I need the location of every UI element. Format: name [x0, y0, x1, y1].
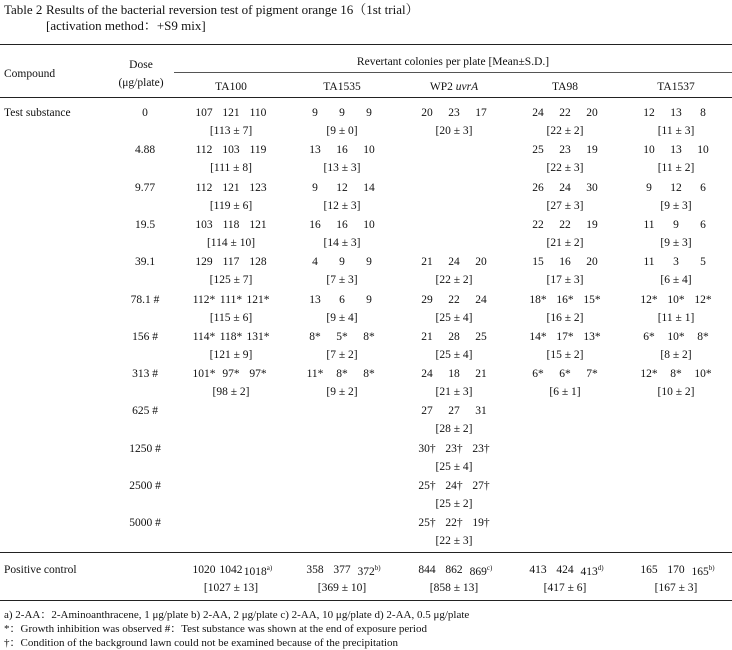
cell-ta98-count-2: 22 — [559, 218, 571, 231]
cell-ta98-count-3: 19 — [586, 218, 598, 231]
header-dose-unit: (μg/plate) — [118, 77, 164, 89]
cell-ta1537-count-1: 9 — [646, 181, 652, 194]
cell-ta100-mean: [115 ± 6] — [209, 311, 253, 324]
cell-ta98-count-1: 18* — [529, 293, 547, 306]
cell-wp2uvra-count-1: 21 — [421, 256, 433, 269]
cell-ta100-count-3: 110 — [249, 107, 267, 119]
positive-ta98-footnote-mark: d) — [597, 564, 604, 572]
positive-ta1535-count-2: 377 — [333, 564, 351, 576]
cell-ta98-count-1: 14* — [529, 330, 547, 343]
cell-ta98-count-2: 22 — [559, 107, 571, 119]
cell-wp2uvra-count-2: 27 — [448, 405, 460, 418]
cell-wp2uvra-count-1: 20 — [421, 107, 433, 119]
cell-ta100-count-1: 114* — [192, 330, 216, 343]
cell-wp2uvra-count-1: 25† — [418, 517, 436, 530]
cell-ta100-count-3: 128 — [249, 256, 267, 269]
cell-ta98-count-2: 23 — [559, 144, 571, 157]
cell-wp2uvra-count-2: 22† — [445, 517, 463, 530]
footnote-dagger: †：Condition of the background lawn could not be examined because of the precipitation — [4, 637, 399, 649]
cell-wp2uvra-mean: [25 ± 2] — [435, 498, 473, 510]
cell-ta98-mean: [6 ± 1] — [549, 386, 581, 399]
cell-ta100-mean: [111 ± 8] — [210, 162, 252, 175]
dose-cell: 2500 # — [129, 480, 161, 492]
cell-ta1535-count-1: 13 — [309, 293, 321, 306]
cell-ta100-count-1: 101* — [192, 368, 216, 381]
cell-ta100-mean: [114 ± 10] — [206, 236, 256, 249]
cell-ta1535-count-1: 9 — [312, 181, 318, 194]
cell-wp2uvra-count-3: 27† — [472, 480, 490, 492]
positive-ta100-mean: [1027 ± 13] — [203, 582, 259, 594]
table-number: Table 2 — [4, 2, 43, 17]
cell-wp2uvra-count-1: 21 — [421, 330, 433, 343]
cell-ta1535-count-3: 8* — [363, 368, 375, 381]
cell-ta1537-count-3: 8* — [697, 330, 709, 343]
cell-ta1535-count-1: 13 — [309, 144, 321, 157]
cell-ta1535-count-2: 16 — [336, 144, 348, 157]
cell-ta1537-count-2: 9 — [673, 218, 679, 231]
cell-ta1537-count-2: 10* — [667, 293, 685, 306]
cell-ta100-count-1: 103 — [195, 218, 213, 231]
cell-wp2uvra-count-3: 31 — [475, 405, 487, 418]
cell-ta1535-count-2: 12 — [336, 181, 348, 194]
cell-ta1537-count-2: 8* — [670, 368, 682, 381]
cell-wp2uvra-count-3: 19† — [472, 517, 490, 530]
cell-ta1535-count-1: 4 — [312, 256, 318, 269]
cell-ta98-count-2: 24 — [559, 181, 571, 194]
cell-ta1537-count-2: 10* — [667, 330, 685, 343]
cell-ta100-count-2: 121 — [222, 181, 240, 194]
cell-wp2uvra-count-1: 30† — [418, 442, 436, 455]
cell-wp2uvra-count-1: 29 — [421, 293, 433, 306]
cell-ta1535-count-3: 14 — [363, 181, 375, 194]
cell-ta98-count-3: 30 — [586, 181, 598, 194]
cell-ta100-count-2: 118* — [219, 330, 243, 343]
cell-wp2uvra-mean: [25 ± 4] — [435, 460, 473, 473]
cell-wp2uvra-mean: [25 ± 4] — [435, 348, 473, 361]
cell-ta1537-count-2: 13 — [670, 144, 682, 157]
cell-ta1537-mean: [11 ± 3] — [657, 125, 695, 137]
group-label-positive-control: Positive control — [4, 564, 77, 576]
cell-ta98-mean: [22 ± 2] — [546, 125, 584, 137]
cell-ta1537-count-1: 12* — [640, 368, 658, 381]
table-subtitle: [activation method：+S9 mix] — [46, 18, 206, 33]
cell-ta98-count-2: 16 — [559, 256, 571, 269]
cell-ta1537-count-3: 8 — [700, 107, 706, 119]
cell-ta1537-count-2: 12 — [670, 181, 682, 194]
cell-ta1537-mean: [9 ± 3] — [660, 236, 692, 249]
cell-ta100-count-2: 117 — [222, 256, 240, 269]
cell-ta100-mean: [113 ± 7] — [209, 125, 253, 137]
cell-ta1535-count-1: 11* — [306, 368, 324, 381]
cell-wp2uvra-count-3: 23† — [472, 442, 490, 455]
dose-cell: 5000 # — [129, 517, 161, 530]
cell-ta1535-count-3: 9 — [366, 107, 372, 119]
cell-ta100-count-1: 112* — [192, 293, 216, 306]
cell-wp2uvra-count-2: 24† — [445, 480, 463, 492]
cell-ta98-mean: [15 ± 2] — [546, 348, 584, 361]
cell-wp2uvra-count-1: 27 — [421, 405, 433, 418]
group-label-test-substance: Test substance — [4, 107, 71, 119]
dose-cell: 625 # — [132, 405, 158, 418]
cell-ta100-count-2: 97* — [222, 368, 240, 381]
cell-ta1537-count-2: 3 — [673, 256, 679, 269]
cell-ta1537-count-1: 12* — [640, 293, 658, 306]
positive-wp2uvra-count-3: 869$^{c)}$ — [469, 564, 493, 578]
cell-ta98-count-1: 24 — [532, 107, 544, 119]
cell-ta100-count-3: 97* — [249, 368, 267, 381]
cell-ta100-mean: [98 ± 2] — [212, 386, 250, 399]
cell-wp2uvra-count-2: 24 — [448, 256, 460, 269]
dose-cell: 9.77 — [134, 181, 156, 194]
cell-ta1535-mean: [9 ± 2] — [326, 386, 358, 399]
cell-wp2uvra-mean: [20 ± 3] — [435, 125, 473, 137]
cell-ta98-count-2: 17* — [556, 330, 574, 343]
dose-cell: 4.88 — [134, 144, 156, 157]
dose-cell: 0 — [142, 107, 148, 119]
cell-ta1535-mean: [12 ± 3] — [323, 199, 361, 212]
cell-ta98-count-1: 26 — [532, 181, 544, 194]
positive-ta100-count-3: 1018$^{a)}$ — [243, 564, 273, 578]
cell-ta1535-count-3: 9 — [366, 293, 372, 306]
cell-wp2uvra-mean: [25 ± 4] — [435, 311, 473, 324]
cell-ta1537-count-3: 6 — [700, 218, 706, 231]
cell-ta98-mean: [22 ± 3] — [546, 162, 584, 175]
header-compound: Compound — [4, 68, 56, 80]
cell-ta1535-count-1: 16 — [309, 218, 321, 231]
positive-wp2uvra-footnote-mark: c) — [486, 564, 493, 572]
cell-ta100-count-2: 121 — [222, 107, 240, 119]
cell-ta1537-count-1: 11 — [643, 256, 655, 269]
cell-ta1537-count-1: 12 — [643, 107, 655, 119]
cell-ta1535-mean: [7 ± 3] — [326, 274, 358, 287]
positive-ta98-count-3: 413$^{d)}$ — [580, 564, 604, 578]
cell-wp2uvra-count-2: 23† — [445, 442, 463, 455]
cell-wp2uvra-mean: [21 ± 3] — [435, 386, 473, 399]
cell-ta1535-count-1: 8* — [309, 330, 321, 343]
cell-ta100-count-2: 103 — [222, 144, 240, 157]
cell-ta98-count-1: 15 — [532, 256, 544, 269]
header-strain-ta98: TA98 — [552, 81, 578, 93]
header-strain-ta100: TA100 — [215, 81, 247, 93]
cell-ta100-count-3: 121* — [246, 293, 270, 306]
cell-wp2uvra-count-2: 28 — [448, 330, 460, 343]
header-strain-wp2uvra: WP2 uvrA — [429, 81, 479, 93]
header-strain-ta1537: TA1537 — [657, 81, 695, 93]
cell-ta1535-mean: [7 ± 2] — [326, 348, 358, 361]
dose-cell: 156 # — [132, 330, 158, 343]
cell-ta100-mean: [125 ± 7] — [209, 274, 253, 287]
cell-ta98-count-3: 20 — [586, 107, 598, 119]
cell-wp2uvra-count-3: 24 — [475, 293, 487, 306]
cell-wp2uvra-mean: [22 ± 3] — [435, 535, 473, 548]
cell-ta1537-count-3: 6 — [700, 181, 706, 194]
dose-cell: 39.1 — [134, 256, 156, 269]
positive-ta98-count-1: 413 — [529, 564, 547, 576]
cell-ta100-count-1: 112 — [195, 144, 213, 157]
positive-ta100-count-2: 1042 — [219, 564, 243, 576]
positive-ta1537-count-1: 165 — [640, 564, 658, 576]
cell-ta1537-count-3: 5 — [700, 256, 706, 269]
bottom-rule — [0, 600, 732, 601]
positive-ta1537-count-2: 170 — [667, 564, 685, 576]
cell-ta100-mean: [121 ± 9] — [209, 348, 253, 361]
positive-ta1537-mean: [167 ± 3] — [654, 582, 698, 594]
cell-ta1535-count-3: 8* — [363, 330, 375, 343]
cell-wp2uvra-count-3: 21 — [475, 368, 487, 381]
cell-ta1537-mean: [10 ± 2] — [657, 386, 695, 399]
cell-wp2uvra-mean: [22 ± 2] — [435, 274, 473, 287]
positive-ta1537-count-3: 165$^{b)}$ — [691, 564, 715, 578]
dose-cell: 78.1 # — [130, 293, 160, 306]
footnote-symbols: *：Growth inhibition was observed #：Test substance was shown at the end of exposure period — [4, 623, 427, 635]
cell-wp2uvra-count-2: 23 — [448, 107, 460, 119]
positive-ta100-count-1: 1020 — [192, 564, 216, 576]
positive-ta1535-count-1: 358 — [306, 564, 324, 576]
positive-ta100-footnote-mark: a) — [266, 564, 273, 572]
cell-ta100-count-3: 119 — [249, 144, 267, 157]
top-rule — [0, 44, 732, 45]
cell-ta1537-mean: [11 ± 2] — [657, 162, 695, 175]
cell-ta1535-count-1: 9 — [312, 107, 318, 119]
cell-ta1535-count-2: 9 — [339, 256, 345, 269]
cell-ta1537-count-1: 11 — [643, 218, 655, 231]
cell-ta98-count-3: 20 — [586, 256, 598, 269]
positive-ta1535-count-3: 372$^{b)}$ — [357, 564, 381, 578]
header-bottom-rule — [0, 97, 732, 98]
cell-wp2uvra-count-1: 24 — [421, 368, 433, 381]
cell-ta98-count-1: 22 — [532, 218, 544, 231]
cell-ta98-count-2: 16* — [556, 293, 574, 306]
cell-ta98-count-3: 13* — [583, 330, 601, 343]
positive-ta98-mean: [417 ± 6] — [543, 582, 587, 594]
cell-ta100-count-2: 118 — [222, 218, 240, 231]
cell-ta98-count-3: 15* — [583, 293, 601, 306]
cell-ta100-count-3: 121 — [249, 218, 267, 231]
cell-ta98-mean: [27 ± 3] — [546, 199, 584, 212]
cell-ta1537-mean: [9 ± 3] — [660, 199, 692, 212]
cell-ta1535-count-2: 8* — [336, 368, 348, 381]
cell-ta98-count-1: 25 — [532, 144, 544, 157]
cell-ta1537-mean: [6 ± 4] — [660, 274, 692, 287]
cell-ta1537-count-3: 10 — [697, 144, 709, 157]
cell-ta1535-mean: [9 ± 0] — [326, 125, 358, 137]
header-revertant-group: Revertant colonies per plate [Mean±S.D.] — [356, 56, 550, 68]
dose-cell: 313 # — [132, 368, 158, 381]
cell-ta1535-count-3: 10 — [363, 144, 375, 157]
positive-wp2uvra-mean: [858 ± 13] — [429, 582, 479, 594]
cell-wp2uvra-count-3: 20 — [475, 256, 487, 269]
cell-ta1535-count-2: 5* — [336, 330, 348, 343]
cell-wp2uvra-count-2: 18 — [448, 368, 460, 381]
cell-ta1535-count-2: 16 — [336, 218, 348, 231]
positive-ta1535-mean: [369 ± 10] — [317, 582, 367, 594]
cell-ta100-count-1: 129 — [195, 256, 213, 269]
positive-wp2uvra-count-1: 844 — [418, 564, 436, 576]
cell-wp2uvra-count-2: 22 — [448, 293, 460, 306]
cell-ta100-mean: [119 ± 6] — [209, 199, 253, 212]
cell-ta1535-mean: [13 ± 3] — [323, 162, 361, 175]
cell-ta98-count-3: 7* — [586, 368, 598, 381]
cell-ta98-mean: [16 ± 2] — [546, 311, 584, 324]
cell-ta1537-count-3: 12* — [694, 293, 712, 306]
cell-ta100-count-1: 107 — [195, 107, 213, 119]
positive-ta98-count-2: 424 — [556, 564, 574, 576]
table-title-text: Results of the bacterial reversion test of pigment orange 16（1st trial） — [46, 2, 419, 17]
header-dose: Dose — [129, 59, 153, 71]
cell-ta98-count-1: 6* — [532, 368, 544, 381]
cell-ta1537-count-1: 6* — [643, 330, 655, 343]
cell-ta1537-mean: [11 ± 1] — [657, 311, 695, 324]
cell-ta1537-count-2: 13 — [670, 107, 682, 119]
cell-ta1537-mean: [8 ± 2] — [660, 348, 692, 361]
cell-wp2uvra-mean: [28 ± 2] — [435, 423, 473, 436]
header-strain-ta1535: TA1535 — [323, 81, 361, 93]
table-title — [4, 2, 419, 34]
cell-ta1535-mean: [14 ± 3] — [323, 236, 361, 249]
footnote-abbreviations: a) 2-AA：2-Aminoanthracene, 1 μg/plate b) 2-AA, 2 μg/plate c) 2-AA, 10 μg/plate d) 2-AA, 0.5 μg/plate — [4, 609, 470, 621]
positive-ta1535-footnote-mark: b) — [374, 564, 381, 572]
positive-wp2uvra-count-2: 862 — [445, 564, 463, 576]
dose-cell: 19.5 — [134, 218, 156, 231]
positive-ta1537-footnote-mark: b) — [708, 564, 715, 572]
cell-ta1535-count-3: 10 — [363, 218, 375, 231]
cell-wp2uvra-count-1: 25† — [418, 480, 436, 492]
cell-ta1535-count-2: 9 — [339, 107, 345, 119]
cell-ta100-count-1: 112 — [195, 181, 213, 194]
cell-ta98-mean: [17 ± 3] — [546, 274, 584, 287]
dose-cell: 1250 # — [129, 442, 161, 455]
cell-ta1535-mean: [9 ± 4] — [326, 311, 358, 324]
cell-wp2uvra-count-3: 17 — [475, 107, 487, 119]
cell-ta100-count-2: 111* — [219, 293, 243, 306]
cell-ta100-count-3: 123 — [249, 181, 267, 194]
cell-ta1535-count-2: 6 — [339, 293, 345, 306]
cell-ta100-count-3: 131* — [246, 330, 270, 343]
cell-ta98-mean: [21 ± 2] — [546, 236, 584, 249]
cell-wp2uvra-count-3: 25 — [475, 330, 487, 343]
cell-ta1537-count-1: 10 — [643, 144, 655, 157]
cell-ta98-count-3: 19 — [586, 144, 598, 157]
cell-ta1535-count-3: 9 — [366, 256, 372, 269]
cell-ta98-count-2: 6* — [559, 368, 571, 381]
positive-separator-rule — [0, 552, 732, 553]
cell-ta1537-count-3: 10* — [694, 368, 712, 381]
group-header-rule — [174, 72, 732, 73]
